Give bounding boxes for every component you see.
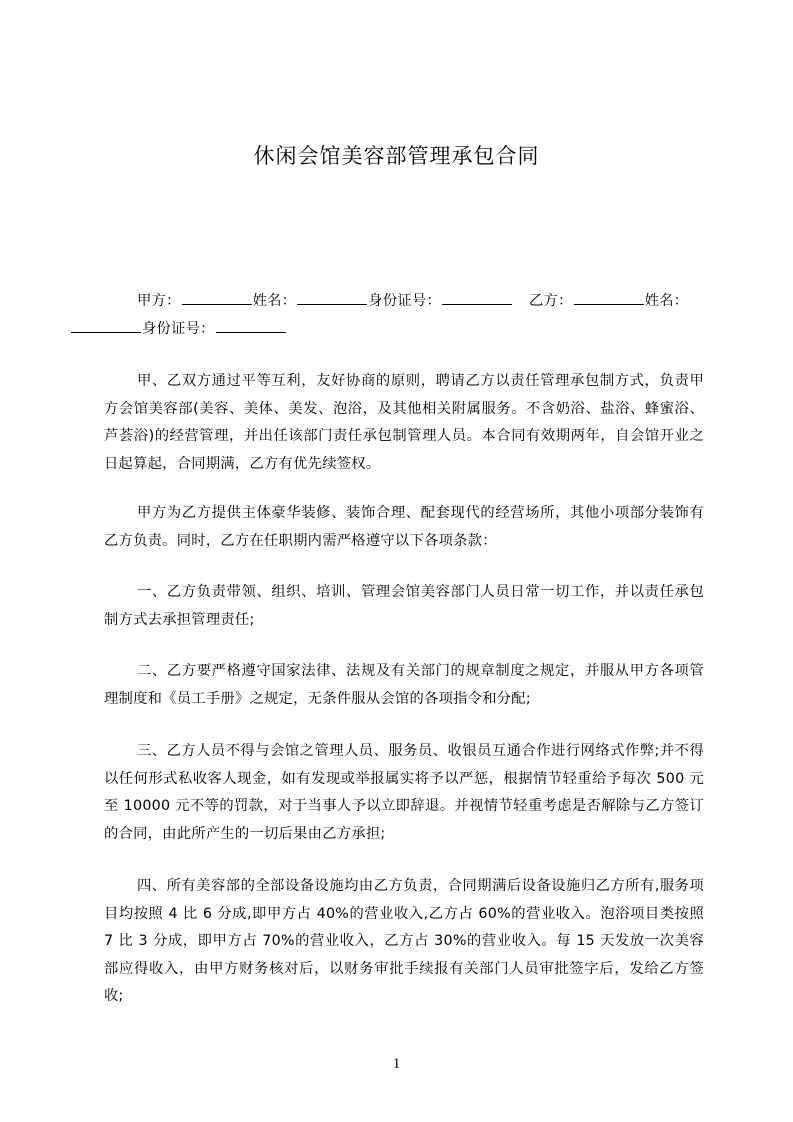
party-b-label: 乙方： [529,293,573,309]
paragraph-2: 甲方为乙方提供主体豪华装修、装饰合理、配套现代的经营场所，其他小项部分装饰有乙方负责。同时，乙方在任职期内需严格遵守以下各项条款： [104,505,704,549]
document-title: 休闲会馆美容部管理承包合同 [253,144,540,168]
party-b-blank[interactable] [574,290,644,305]
party-a-name-blank[interactable] [297,290,367,305]
party-a-label: 甲方： [137,293,181,309]
page-number: 1 [392,1056,401,1072]
party-b-name-label: 姓名： [644,293,689,309]
paragraph-clause-3: 三、乙方人员不得与会馆之管理人员、服务员、收银员互通合作进行网络式作弊;并不得以任何形式私收客人现金，如有发现或举报属实将予以严惩，根据情节轻重给予每次 500 元至 10000 元不等的罚款，对于当事人予以立即辞退。并视情节轻重考虑是否解除与乙方签订的合同，由此所产生的一切后果由乙方承担; [104,743,704,842]
paragraph-clause-1: 一、乙方负责带领、组织、培训、管理会馆美容部门人员日常一切工作，并以责任承包制方式去承担管理责任; [104,584,704,628]
party-a-blank[interactable] [182,290,252,305]
party-b-id-label: 身份证号： [142,320,215,337]
party-b-name-blank[interactable] [71,318,141,333]
party-a-id-label: 身份证号： [368,293,442,309]
paragraph-clause-2: 二、乙方要严格遵守国家法律、法规及有关部门的规章制度之规定，并服从甲方各项管理制度和《员工手册》之规定，无条件服从会馆的各项指令和分配; [104,663,704,707]
party-b-id-blank[interactable] [216,318,286,333]
party-a-name-label: 姓名： [252,293,297,309]
paragraph-clause-4: 四、所有美容部的全部设备设施均由乙方负责，合同期满后设备设施归乙方所有,服务项目均按照 4 比 6 分成,即甲方占 40%的营业收入,乙方占 60%的营业收入。泡浴项目类按照 7 比 3 分成，即甲方占 70%的营业收入，乙方占 30%的营业收入。每 15 天发放一次美容部应得收入，由甲方财务核对后，以财务审批手续报有关部门人员审批签字后，发给乙方签收; [104,878,704,1004]
paragraph-1: 甲、乙双方通过平等互利，友好协商的原则，聘请乙方以责任管理承包制方式，负责甲方会馆美容部(美容、美体、美发、泡浴，及其他相关附属服务。不含奶浴、盐浴、蜂蜜浴、芦荟浴)的经营管理，并出任该部门责任承包制管理人员。本合同有效期两年，自会馆开业之日起算起，合同期满，乙方有优先续签权。 [104,373,704,472]
parties-line [104,288,704,343]
party-a-id-blank[interactable] [442,290,512,305]
